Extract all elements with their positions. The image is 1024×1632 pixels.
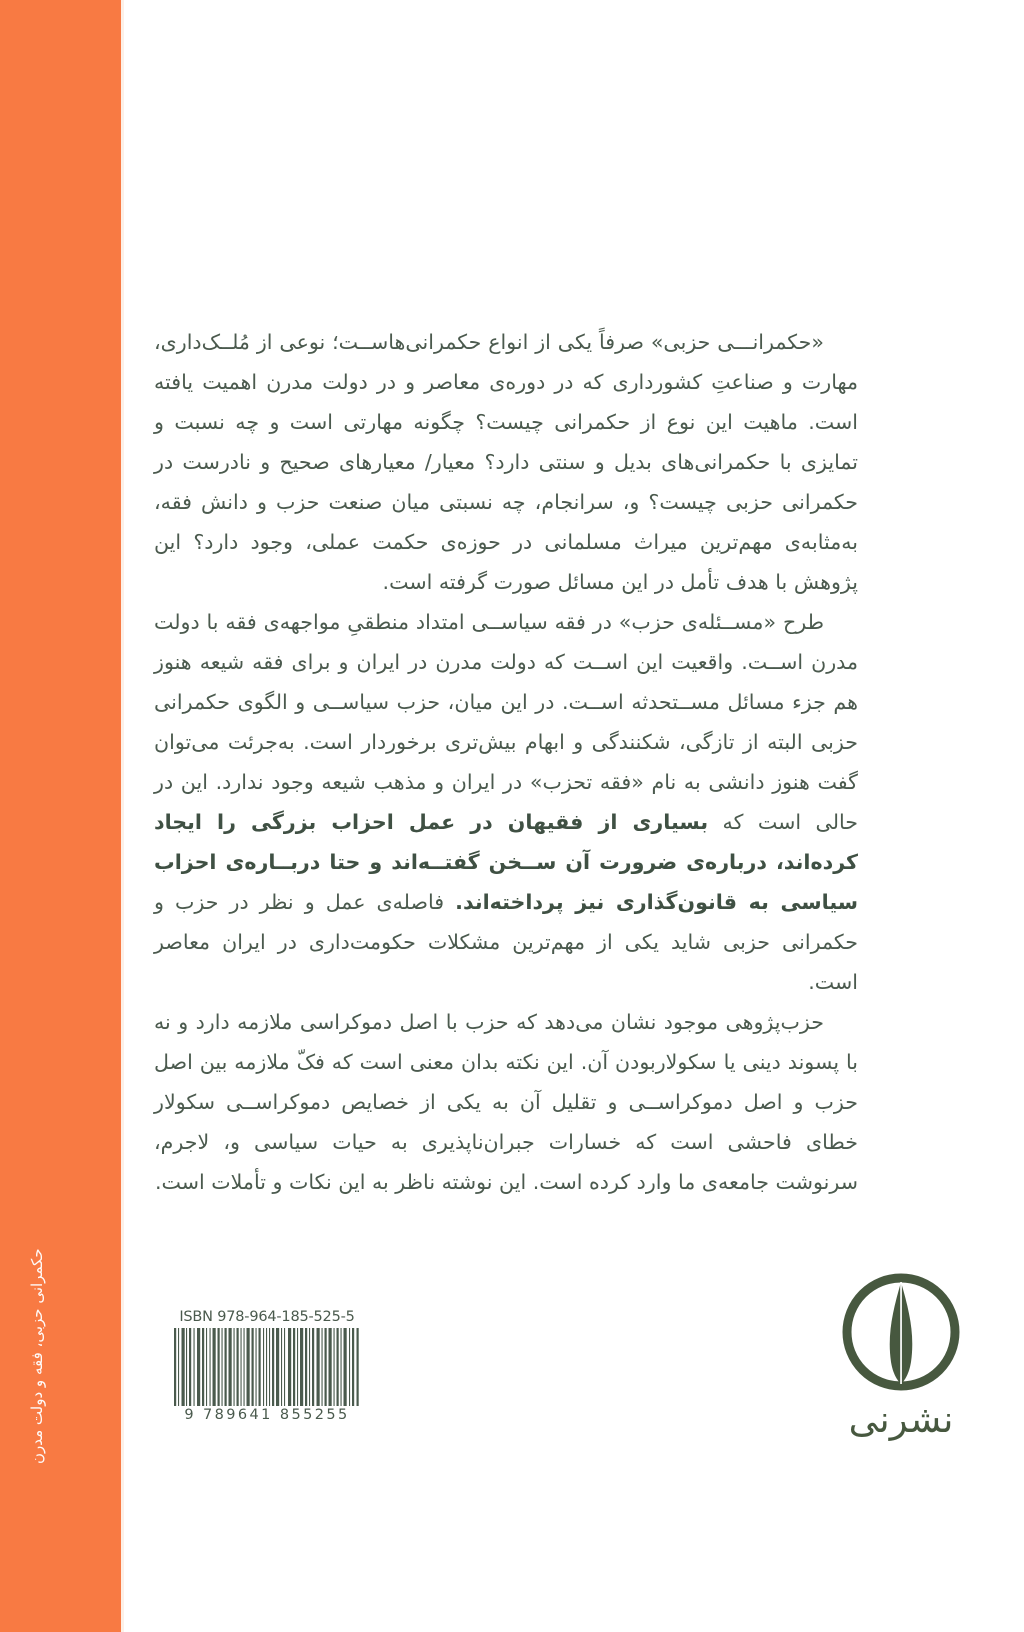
isbn-number: ISBN 978-964-185-525-5 [179,1309,355,1325]
blurb-text: فاصله‌ی عمل و نظر در حزب و حکمرانی حزبی شاید یکی از مهم‌ترین مشکلات حکومت‌داری در ایران معاصر است. [154,890,858,994]
blurb-paragraph [154,602,858,1002]
blurb-text: طرح «مســئله‌ی حزب» در فقه سیاســی امتداد منطقیِ مواجهه‌ی فقه با دولت مدرن اســت. واقعیت این اســت که دولت مدرن در ایران و برای فقه شیعه هنوز هم جزء مسائل مســتحدثه اســت. در این میان، حزب سیاســی و الگوی حکمرانی حزبی البته از تازگی، شکنندگی و ابهام بیش‌تری برخوردار است. به‌جرئت می‌توان گفت هنوز دانشی به نام «فقه تحزب» در ایران و مذهب شیعه وجود ندارد. این در حالی است که [154,610,858,834]
barcode-icon [172,1328,360,1406]
blurb-text: حزب‌پژوهی موجود نشان می‌دهد که حزب با اصل دموکراسی ملازمه دارد و نه با پسوند دینی یا سکولاربودن آن. این نکته بدان معنی است که فکّ ملازمه بین اصل حزب و اصل دموکراســی و تقلیل آن به یکی از خصایص دموکراســی سکولار خطای فاحشی است که خسارات جبران‌ناپذیری به حیات سیاسی و، لاجرم، سرنوشت جامعه‌ی ما وارد کرده است. این نوشته ناظر به این نکات و تأملات است. [154,1010,858,1194]
leaf-in-circle-icon [835,1266,967,1398]
publisher-name: نشرنی [848,1398,954,1441]
publisher-logo-block [826,1266,976,1441]
isbn-barcode-block [172,1309,362,1423]
spine-orange-band [0,0,121,1632]
blurb-paragraph [154,1002,858,1202]
spine-vertical-title: حکمرانی حزبی، فقه و دولت مدرن [28,1248,46,1464]
blurb-emphasis: بسیاری از فقیهان در عمل احزاب بزرگی را ایجاد کرده‌اند، درباره‌ی ضرورت آن ســخن گفتــه‌اند و حتا دربــاره‌ی احزاب سیاسی به قانون‌گذاری نیز پرداخته‌اند. [154,810,858,914]
barcode-digits: 9 789641 855255 [184,1407,350,1423]
blurb-text: «حکمرانـــی حزبی» صرفاً یکی از انواع حکمرانی‌هاســت؛ نوعی از مُلــک‌داری، مهارت و صناعتِ کشورداری که در دوره‌ی معاصر و در دولت مدرن اهمیت یافته است. ماهیت این نوع از حکمرانی چیست؟ چگونه مهارتی است و چه نسبت و تمایزی با حکمرانی‌های بدیل و سنتی دارد؟ معیار/ معیارهای صحیح و نادرست در حکمرانی حزبی چیست؟ و، سرانجام، چه نسبتی میان صنعت حزب و دانش فقه، به‌مثابه‌ی مهم‌ترین میراث مسلمانی در حوزه‌ی حکمت عملی، وجود دارد؟ این پژوهش با هدف تأمل در این مسائل صورت گرفته است. [154,330,858,594]
blurb-paragraph [154,322,858,602]
back-cover-blurb [154,322,858,1202]
